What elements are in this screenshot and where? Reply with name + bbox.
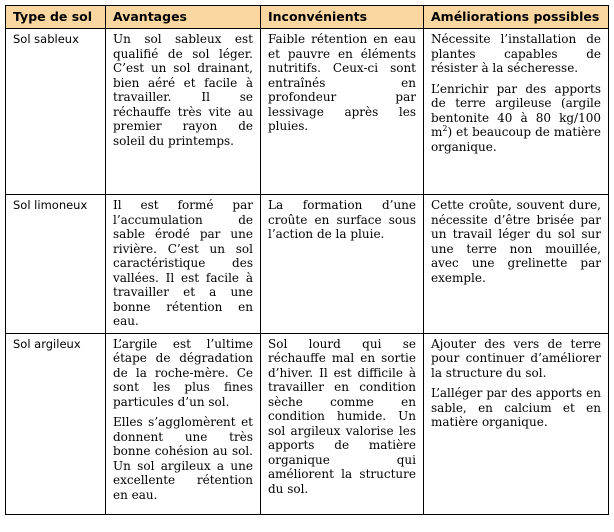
drawbacks-cell: [261, 29, 424, 195]
advantages-text: L’argile est l’ultime étape de dégradation de la roche-mère. Ce sont les plus fines particules d’un sol.: [113, 336, 253, 409]
improvements-cell: [424, 195, 609, 334]
table-row-silty-soil: [6, 195, 609, 334]
improvements-text-2-part-2: ) et beaucoup de matière organique.: [431, 125, 601, 154]
soil-type-cell: Sol limoneux: [6, 195, 106, 334]
improvements-text-2: L’alléger par des apports en sable, en calcium et en matière organique.: [431, 386, 601, 429]
header-drawbacks: Inconvénients: [261, 6, 424, 29]
advantages-cell: [106, 29, 261, 195]
advantages-cell: [106, 333, 261, 514]
improvements-text-2-part-1: L’enrichir par des apports de terre argileuse (argile bentonite 40 à 80 kg/100 m: [431, 81, 601, 139]
header-advantages: Avantages: [106, 6, 261, 29]
improvements-text-2: [431, 82, 601, 155]
soil-type-cell: Sol argileux: [6, 333, 106, 514]
advantages-text-2: Elles s’agglomèrent et donnent une très bonne cohésion au sol. Un sol argileux a une excellente rétention en eau.: [113, 415, 253, 502]
table-header-row: [6, 6, 609, 29]
improvements-cell: [424, 333, 609, 514]
header-soil-type: Type de sol: [6, 6, 106, 29]
advantages-cell: [106, 195, 261, 334]
advantages-text: Un sol sableux est qualifié de sol léger. C’est un sol drainant, bien aéré et facile à travailler. Il se réchauffe très vite au premier rayon de soleil du printemps.: [113, 32, 253, 148]
improvements-text: Ajouter des vers de terre pour continuer d’améliorer la structure du sol.: [431, 336, 601, 380]
header-improvements: Améliorations possibles: [424, 6, 609, 29]
improvements-cell: [424, 29, 609, 195]
table-row-sandy-soil: [6, 29, 609, 195]
drawbacks-text: Sol lourd qui se réchauffe mal en sortie d’hiver. Il est difficile à travailler en condition sèche comme en condition humide. Un sol argileux valorise les apports de matière organique qui améliorent la structure du sol.: [268, 336, 416, 496]
drawbacks-cell: [261, 333, 424, 514]
drawbacks-text: Faible rétention en eau et pauvre en éléments nutritifs. Ceux-ci sont entraînés en profondeur par lessivage après les pluies.: [268, 32, 416, 133]
superscript-exponent: 2: [442, 124, 448, 133]
drawbacks-text: La formation d’une croûte en surface sous l’action de la pluie.: [268, 198, 416, 241]
soil-types-table: [5, 5, 609, 515]
advantages-text: Il est formé par l’accumulation de sable érodé par une rivière. C’est un sol caractéristique des vallées. Il est facile à travailler et a une bonne rétention en eau.: [113, 198, 253, 328]
improvements-text: Cette croûte, souvent dure, nécessite d’être brisée par un travail léger du sol sur une terre non mouillée, avec une grelinette par exemple.: [431, 198, 601, 285]
improvements-text: Nécessite l’installation de plantes capables de résister à la sécheresse.: [431, 32, 601, 75]
drawbacks-cell: [261, 195, 424, 334]
soil-type-cell: Sol sableux: [6, 29, 106, 195]
table-row-clay-soil: [6, 333, 609, 514]
